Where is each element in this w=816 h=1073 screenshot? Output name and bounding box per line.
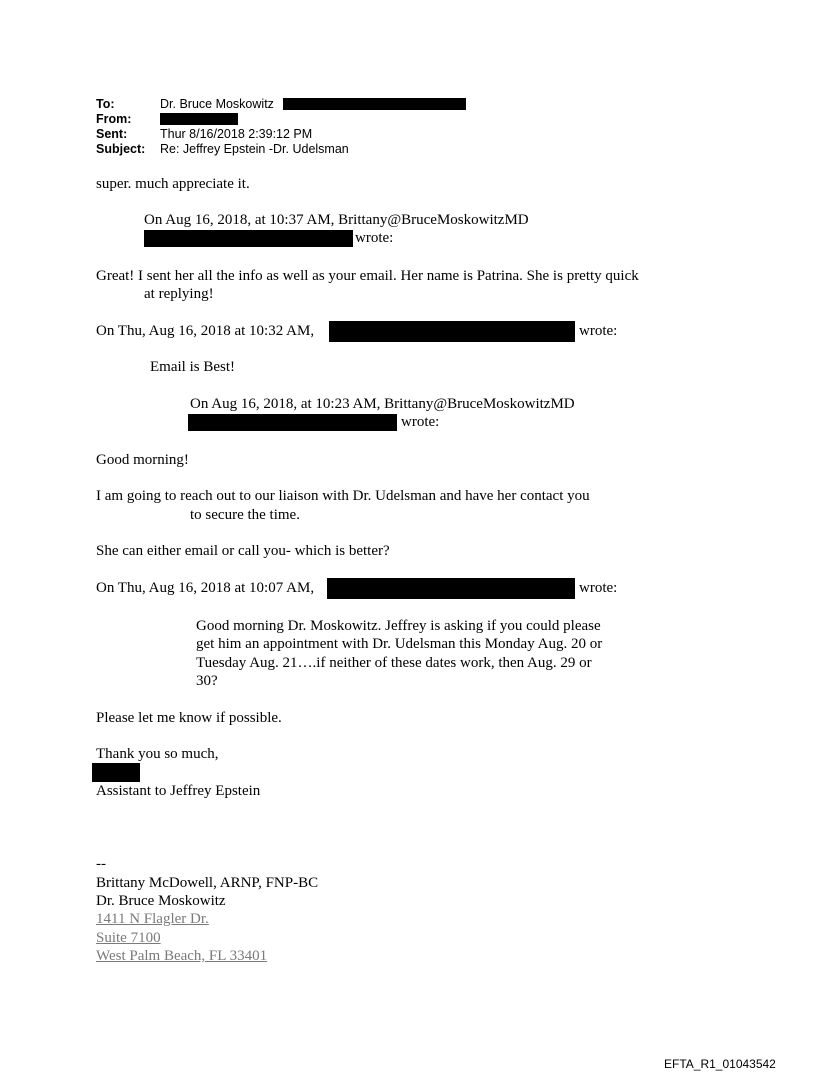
reach-line-1: I am going to reach out to our liaison with Dr. Udelsman and have her contact you [96,488,590,504]
signature-practice: Dr. Bruce Moskowitz [96,893,226,909]
address-link-city[interactable]: West Palm Beach, FL 33401 [96,948,268,964]
request-line-2: get him an appointment with Dr. Udelsman this Monday Aug. 20 or [196,636,603,652]
quote3-intro: On Aug 16, 2018, at 10:23 AM, Brittany@BruceMoskowitzMD [190,396,575,412]
quote1-intro: On Aug 16, 2018, at 10:37 AM, Brittany@BruceMoskowitzMD [144,212,529,228]
quote1-wrote: wrote: [355,230,394,246]
sent-line [96,127,312,142]
signature-dashes: -- [96,856,106,872]
subject-line [96,142,349,157]
redaction-to-email [283,98,466,110]
request-line-3: Tuesday Aug. 21….if neither of these dates work, then Aug. 29 or [196,655,592,671]
quote4-wrote: wrote: [579,580,618,596]
assistant-line: Assistant to Jeffrey Epstein [96,783,261,799]
redaction-quote2-sender [329,321,575,342]
good-morning: Good morning! [96,452,189,468]
sent-value: Thur 8/16/2018 2:39:12 PM [160,127,313,141]
either-line: She can either email or call you- which is better? [96,543,390,559]
request-line-4: 30? [196,673,218,689]
redaction-from [160,113,238,125]
address-link-street[interactable]: 1411 N Flagler Dr. [96,911,209,927]
reach-line-2: to secure the time. [190,507,300,523]
from-label: From: [96,112,132,126]
great-line-1: Great! I sent her all the info as well as your email. Her name is Patrina. She is pretty quick [96,268,639,284]
to-label: To: [96,97,115,111]
quote3-wrote: wrote: [401,414,440,430]
email-best: Email is Best! [150,359,235,375]
great-line-2: at replying! [144,286,214,302]
thanks-line: Thank you so much, [96,746,219,762]
redaction-quote1-email [144,230,353,247]
to-line [96,97,274,112]
address-link-suite[interactable]: Suite 7100 [96,930,161,946]
sent-label: Sent: [96,127,128,141]
to-value: Dr. Bruce Moskowitz [160,97,274,111]
signature-name: Brittany McDowell, ARNP, FNP-BC [96,875,319,891]
subject-label: Subject: [96,142,146,156]
document-id: EFTA_R1_01043542 [664,1057,776,1071]
subject-value: Re: Jeffrey Epstein -Dr. Udelsman [160,142,349,156]
quote2-wrote: wrote: [579,323,618,339]
redaction-quote3-email [188,414,397,431]
please-let-me-know: Please let me know if possible. [96,710,282,726]
request-line-1: Good morning Dr. Moskowitz. Jeffrey is asking if you could please [196,618,601,634]
quote2-intro: On Thu, Aug 16, 2018 at 10:32 AM, [96,323,315,339]
redaction-quote4-sender [327,578,575,599]
from-line [96,112,160,127]
redaction-signer-name [92,763,140,782]
reply-text: super. much appreciate it. [96,176,250,192]
quote4-intro: On Thu, Aug 16, 2018 at 10:07 AM, [96,580,315,596]
